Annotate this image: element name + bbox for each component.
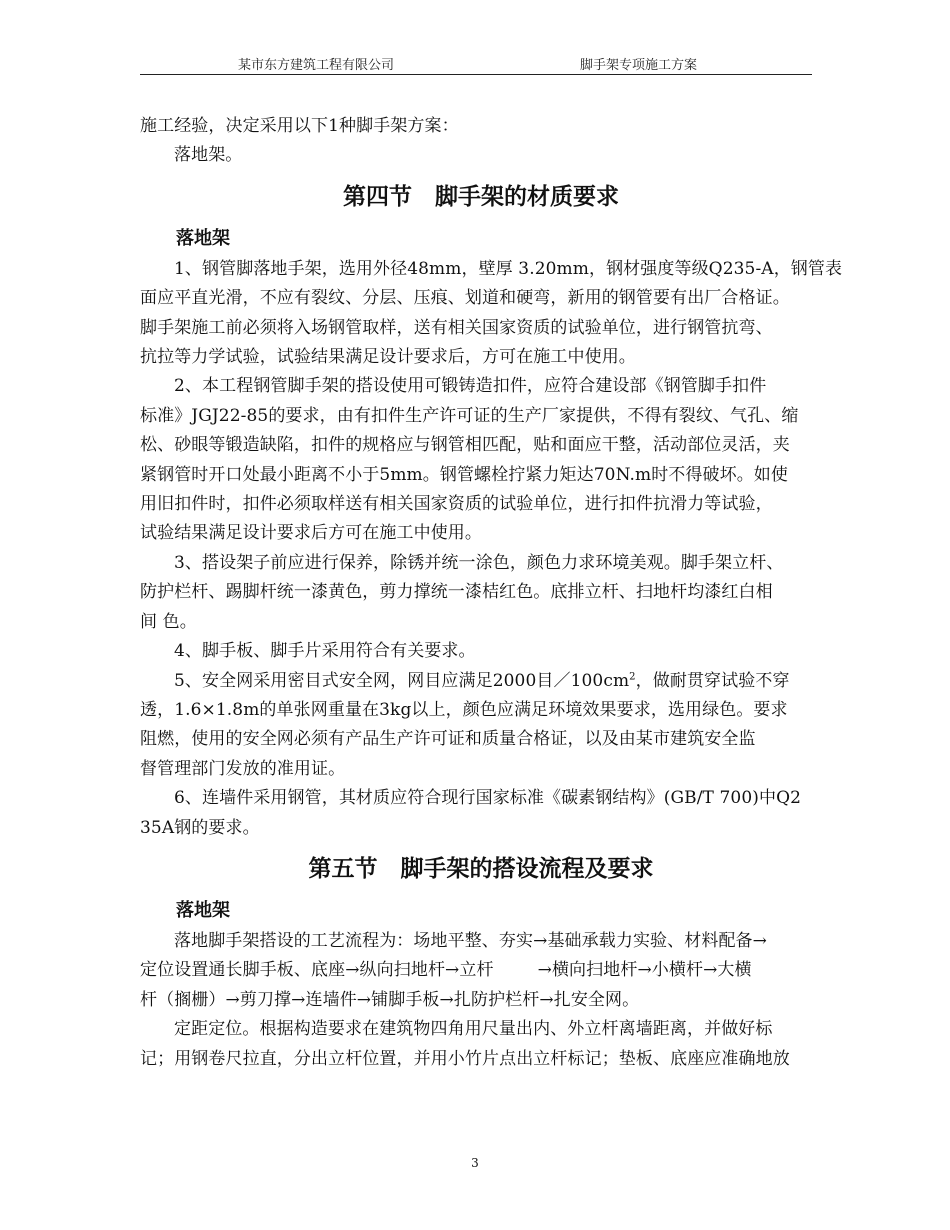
paragraph-line: 标准》JGJ22-85的要求，由有扣件生产许可证的生产厂家提供，不得有裂纹、气孔、缩 [140, 405, 799, 426]
superscript: 2 [629, 670, 636, 682]
paragraph-line: 3、搭设架子前应进行保养，除锈并统一涂色，颜色力求环境美观。脚手架立杆、 [174, 552, 784, 573]
paragraph-line: 1、钢管脚落地手架，选用外径48mm，壁厚 3.20mm，钢材强度等级Q235-A，钢管表 [174, 258, 843, 279]
paragraph-line: 阻燃，使用的安全网必须有产品生产许可证和质量合格证，以及由某市建筑安全监 [140, 729, 756, 750]
header-doc-title: 脚手架专项施工方案 [580, 58, 698, 73]
header-company: 某市东方建筑工程有限公司 [238, 58, 395, 73]
paragraph-line [140, 667, 812, 696]
paragraph-text: ，做耐贯穿试验不穿 [635, 670, 790, 691]
paragraph-line: 杆（搁栅）→剪刀撑→连墙件→铺脚手板→扎防护栏杆→扎安全网。 [140, 989, 640, 1010]
paragraph-line: 督管理部门发放的准用证。 [140, 758, 346, 779]
paragraph-line: 脚手架施工前必须将入场钢管取样，送有相关国家资质的试验单位，进行钢管抗弯、 [140, 317, 773, 338]
section-heading: 第五节 脚手架的搭设流程及要求 [308, 855, 654, 882]
paragraph-line: 面应平直光滑，不应有裂纹、分层、压痕、划道和硬弯，新用的钢管要有出厂合格证。 [140, 288, 790, 309]
sub-heading: 落地架 [176, 227, 230, 249]
section-heading: 第四节 脚手架的材质要求 [343, 183, 619, 210]
paragraph-line: 落地脚手架搭设的工艺流程为：场地平整、夯实→基础承载力实验、材料配备→ [174, 930, 767, 951]
paragraph-line: 4、脚手板、脚手片采用符合有关要求。 [174, 641, 476, 662]
paragraph-line: 松、砂眼等锻造缺陷，扣件的规格应与钢管相匹配，贴和面应干整，活动部位灵活，夹 [140, 435, 790, 456]
page-header [140, 52, 812, 75]
paragraph-line: 试验结果满足设计要求后方可在施工中使用。 [140, 523, 482, 544]
intro-line: 施工经验，决定采用以下1种脚手架方案： [140, 116, 459, 136]
paragraph-text: →横向扫地杆→小横杆→大横 [537, 960, 752, 981]
document-body [140, 112, 843, 1074]
page-number: 3 [471, 1156, 479, 1170]
paragraph-line: 记；用钢卷尺拉直，分出立杆位置，并用小竹片点出立杆标记；垫板、底座应准确地放 [140, 1048, 790, 1069]
sub-heading: 落地架 [176, 899, 230, 921]
paragraph-line: 6、连墙件采用钢管，其材质应符合现行国家标准《碳素钢结构》(GB/T 700)中Q2 [174, 788, 802, 809]
paragraph-line: 防护栏杆、踢脚杆统一漆黄色，剪力撑统一漆桔红色。底排立杆、扫地杆均漆红白相 [140, 582, 773, 603]
intro-line: 落地架。 [174, 145, 243, 166]
paragraph-line: 用旧扣件时，扣件必须取样送有相关国家资质的试验单位，进行扣件抗滑力等试验， [140, 494, 773, 515]
paragraph-line [140, 956, 812, 985]
paragraph-line: 定距定位。根据构造要求在建筑物四角用尺量出内、外立杆离墙距离，并做好标 [174, 1019, 773, 1040]
paragraph-line: 间 色。 [140, 611, 197, 632]
paragraph-text: 5、安全网采用密目式安全网，网目应满足2000目／100cm [174, 670, 630, 691]
paragraph-line: 2、本工程钢管脚手架的搭设使用可锻铸造扣件，应符合建设部《钢管脚手扣件 [174, 376, 767, 397]
paragraph-line: 抗拉等力学试验，试验结果满足设计要求后，方可在施工中使用。 [140, 347, 636, 368]
paragraph-line: 透，1.6×1.8m的单张网重量在3kg以上，颜色应满足环境效果要求，选用绿色。要求 [140, 699, 788, 720]
paragraph-line: 35A钢的要求。 [140, 817, 260, 838]
paragraph-line: 紧钢管时开口处最小距离不小于5mm。钢管螺栓拧紧力矩达70N.m时不得破坏。如使 [140, 464, 788, 485]
paragraph-text: 定位设置通长脚手板、底座→纵向扫地杆→立杆 [140, 960, 494, 981]
